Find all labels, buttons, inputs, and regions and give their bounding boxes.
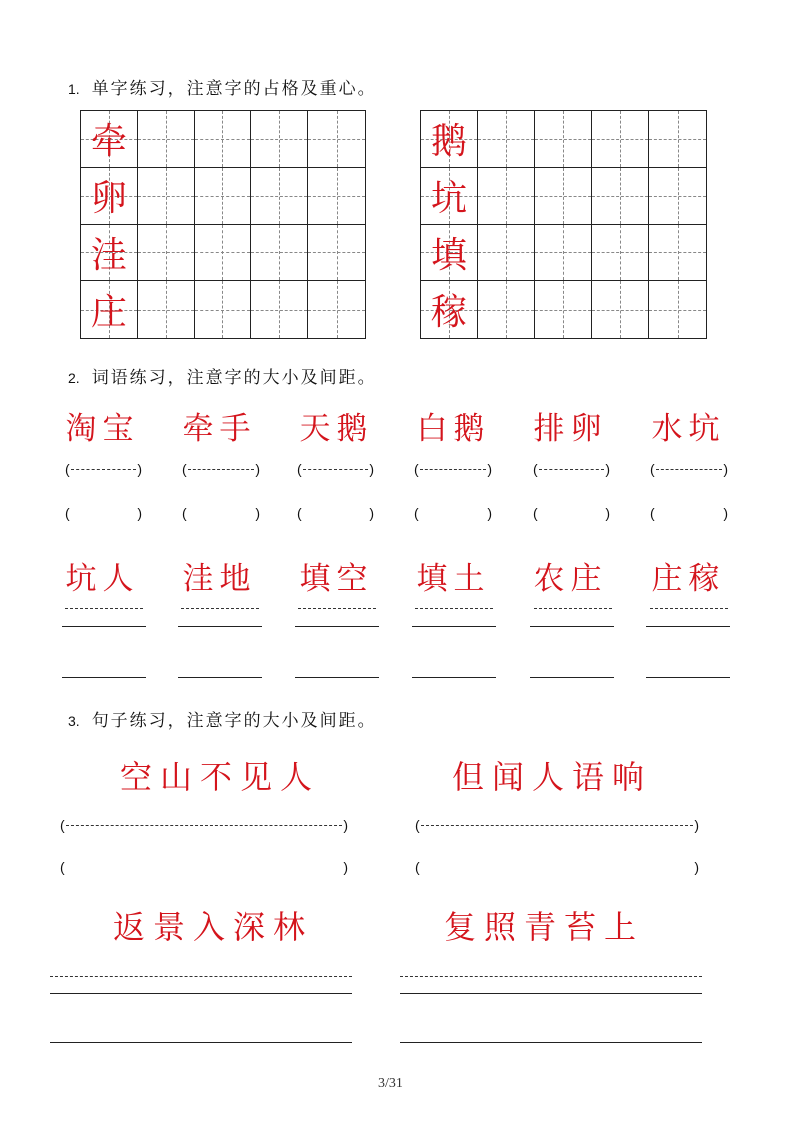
grid-cell[interactable] [138, 168, 195, 225]
model-character: 洼 [90, 234, 127, 276]
writing-line[interactable] [295, 626, 379, 627]
word-model: 填空 [299, 561, 374, 597]
answer-blank[interactable]: ( ) [297, 505, 374, 521]
grid-cell[interactable] [308, 168, 365, 225]
writing-line[interactable] [62, 626, 146, 627]
writing-line[interactable] [530, 677, 614, 678]
sentence-model: 但闻人语响 [452, 758, 653, 796]
grid-cell[interactable] [649, 225, 706, 282]
model-character: 稼 [430, 292, 467, 334]
model-character: 鹅 [430, 121, 467, 163]
model-character: 牵 [90, 121, 127, 163]
writing-line[interactable] [646, 626, 730, 627]
grid-cell[interactable] [649, 281, 706, 338]
grid-cell[interactable] [421, 168, 478, 225]
grid-cell[interactable] [649, 168, 706, 225]
grid-cell[interactable] [592, 225, 649, 282]
writing-line[interactable] [178, 677, 262, 678]
grid-cell[interactable] [649, 111, 706, 168]
grid-cell[interactable] [535, 225, 592, 282]
section-title: 单字练习，注意字的占格及重心。 [91, 79, 377, 99]
writing-line[interactable] [295, 677, 379, 678]
word-model: 填土 [416, 561, 491, 597]
sentence-model: 复照青苔上 [444, 908, 645, 946]
answer-blank[interactable]: ( ) [65, 505, 142, 521]
grid-cell[interactable] [592, 281, 649, 338]
grid-cell[interactable] [535, 111, 592, 168]
pinyin-guide-line [65, 608, 143, 609]
writing-line[interactable] [400, 1042, 702, 1043]
model-character: 庄 [90, 292, 127, 334]
grid-cell[interactable] [535, 281, 592, 338]
section-2-heading [68, 363, 377, 388]
word-model: 白鹅 [416, 411, 491, 447]
dotted-answer-blank[interactable]: ( ) [650, 461, 728, 477]
grid-cell[interactable] [251, 111, 308, 168]
writing-line[interactable] [178, 626, 262, 627]
grid-cell[interactable] [195, 168, 252, 225]
grid-cell[interactable] [195, 225, 252, 282]
dotted-answer-blank[interactable]: ( ) [533, 461, 610, 477]
model-character: 填 [430, 234, 467, 276]
grid-cell[interactable] [478, 225, 535, 282]
model-character: 坑 [430, 178, 467, 220]
writing-line[interactable] [646, 677, 730, 678]
dotted-answer-blank[interactable]: ( ) [415, 817, 699, 833]
answer-blank[interactable]: ( ) [60, 859, 348, 875]
section-title: 句子练习，注意字的大小及间距。 [91, 711, 377, 731]
grid-cell[interactable] [195, 281, 252, 338]
grid-cell[interactable] [592, 111, 649, 168]
grid-cell[interactable] [138, 225, 195, 282]
writing-line[interactable] [412, 626, 496, 627]
writing-line[interactable] [412, 677, 496, 678]
sentence-model: 空山不见人 [120, 758, 321, 796]
pinyin-guide-line [400, 976, 702, 977]
grid-cell[interactable] [478, 281, 535, 338]
pinyin-guide-line [415, 608, 493, 609]
grid-cell[interactable] [81, 281, 138, 338]
pinyin-guide-line [650, 608, 728, 609]
writing-line[interactable] [530, 626, 614, 627]
grid-cell[interactable] [421, 281, 478, 338]
grid-cell[interactable] [138, 111, 195, 168]
grid-cell[interactable] [421, 225, 478, 282]
section-title: 词语练习，注意字的大小及间距。 [91, 368, 377, 388]
answer-blank[interactable]: ( ) [650, 505, 728, 521]
grid-cell[interactable] [251, 168, 308, 225]
dotted-answer-blank[interactable]: ( ) [60, 817, 348, 833]
grid-cell[interactable] [81, 111, 138, 168]
page-number: 3/31 [378, 1076, 403, 1091]
word-model: 庄稼 [651, 561, 726, 597]
writing-line[interactable] [50, 993, 352, 994]
word-model: 牵手 [182, 411, 257, 447]
writing-line[interactable] [50, 1042, 352, 1043]
word-model: 水坑 [651, 411, 726, 447]
pinyin-guide-line [50, 976, 352, 977]
grid-cell[interactable] [195, 111, 252, 168]
section-number: 3. [68, 713, 80, 729]
section-3-heading [68, 706, 377, 731]
word-model: 淘宝 [65, 411, 140, 447]
answer-blank[interactable]: ( ) [414, 505, 492, 521]
dotted-answer-blank[interactable]: ( ) [297, 461, 374, 477]
section-number: 1. [68, 81, 80, 97]
word-model: 农庄 [533, 561, 608, 597]
word-model: 排卵 [533, 411, 608, 447]
answer-blank[interactable]: ( ) [533, 505, 610, 521]
model-character: 卵 [90, 178, 127, 220]
word-model: 坑人 [65, 561, 140, 597]
dotted-answer-blank[interactable]: ( ) [414, 461, 492, 477]
grid-cell[interactable] [251, 225, 308, 282]
grid-cell[interactable] [308, 111, 365, 168]
dotted-answer-blank[interactable]: ( ) [182, 461, 260, 477]
grid-cell[interactable] [535, 168, 592, 225]
word-model: 天鹅 [299, 411, 374, 447]
grid-cell[interactable] [251, 281, 308, 338]
section-1-heading [68, 74, 377, 99]
grid-cell[interactable] [308, 281, 365, 338]
dotted-answer-blank[interactable]: ( ) [65, 461, 142, 477]
grid-cell[interactable] [421, 111, 478, 168]
grid-cell[interactable] [478, 111, 535, 168]
pinyin-guide-line [298, 608, 376, 609]
section-number: 2. [68, 370, 80, 386]
tianzige-grid-left [80, 110, 366, 339]
writing-line[interactable] [400, 993, 702, 994]
pinyin-guide-line [534, 608, 612, 609]
pinyin-guide-line [181, 608, 259, 609]
grid-cell[interactable] [592, 168, 649, 225]
writing-line[interactable] [62, 677, 146, 678]
sentence-model: 返景入深林 [113, 908, 314, 946]
grid-cell[interactable] [81, 168, 138, 225]
answer-blank[interactable]: ( ) [415, 859, 699, 875]
grid-cell[interactable] [81, 225, 138, 282]
grid-cell[interactable] [138, 281, 195, 338]
tianzige-grid-right [420, 110, 707, 339]
grid-cell[interactable] [478, 168, 535, 225]
word-model: 洼地 [182, 561, 257, 597]
answer-blank[interactable]: ( ) [182, 505, 260, 521]
grid-cell[interactable] [308, 225, 365, 282]
